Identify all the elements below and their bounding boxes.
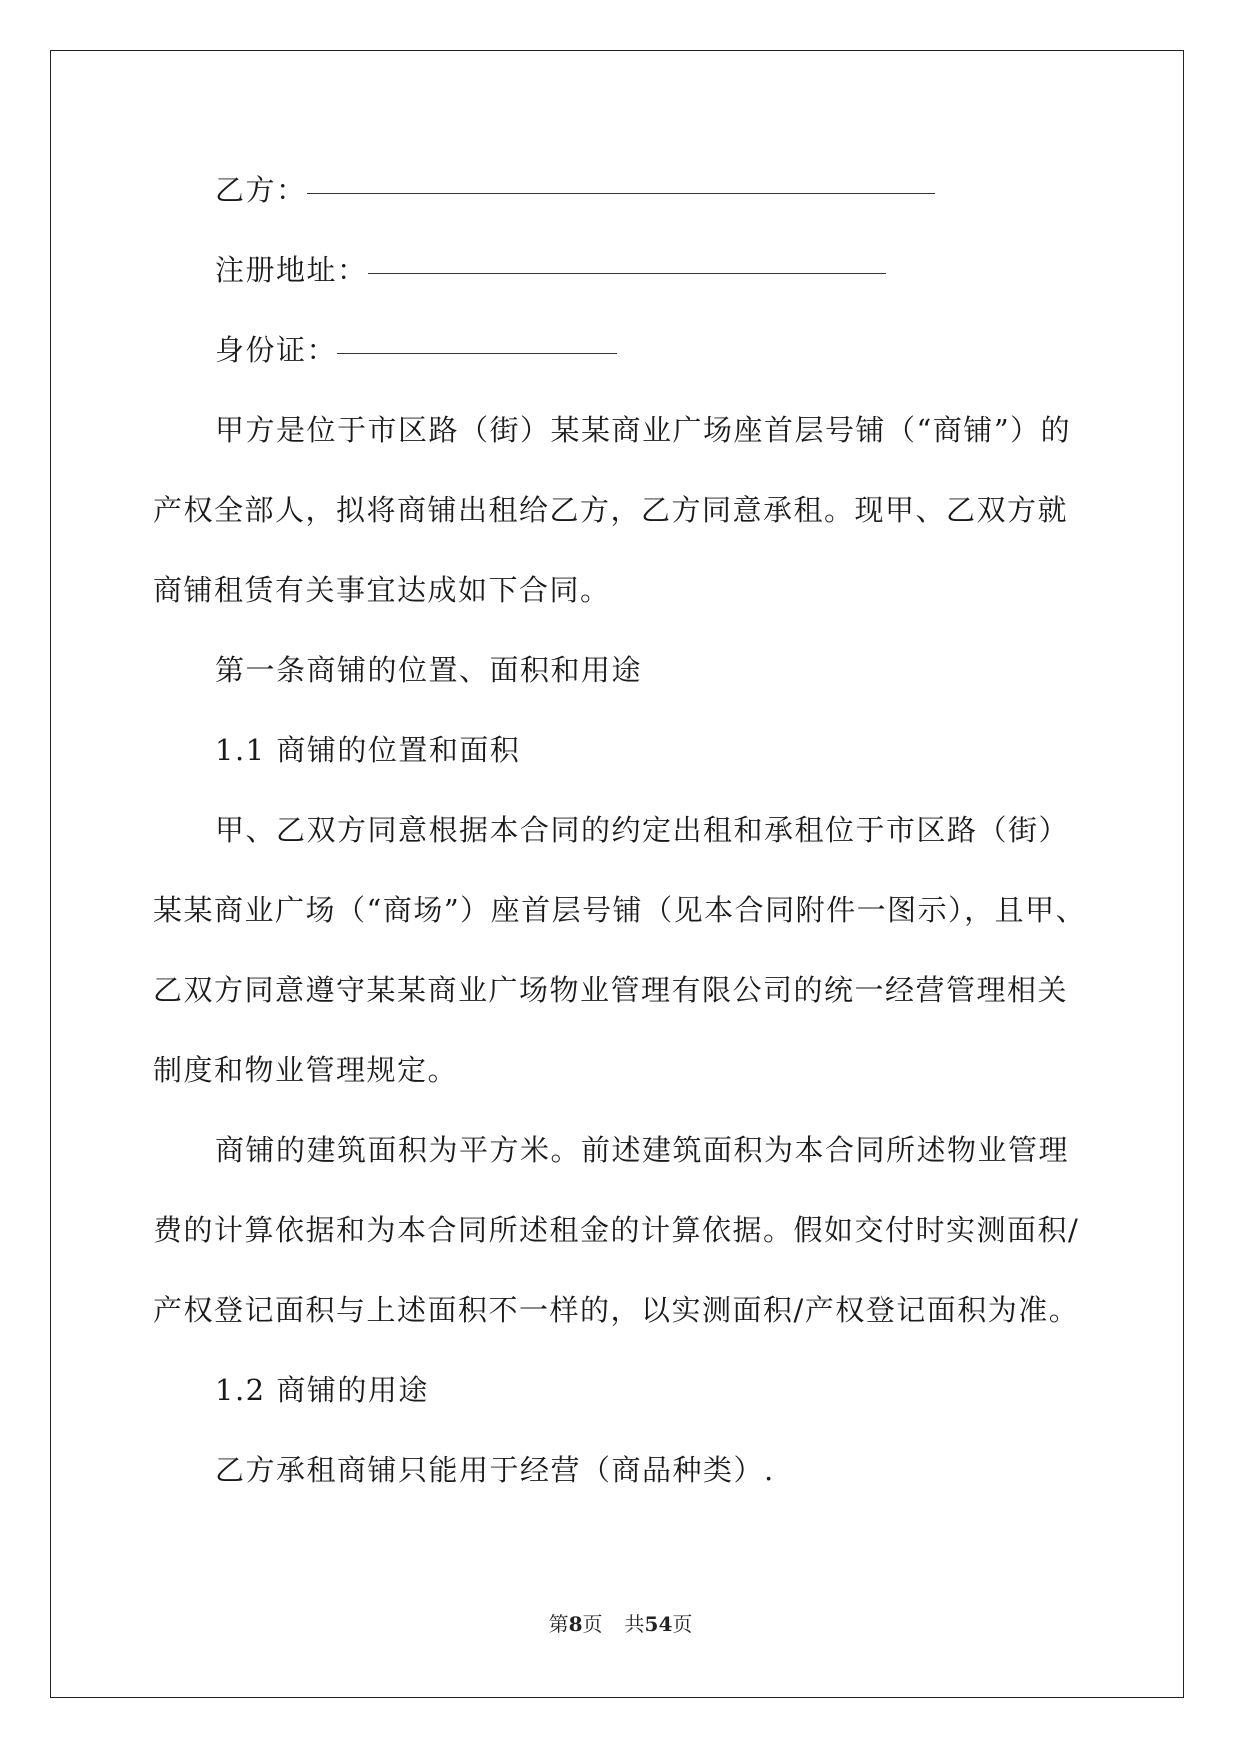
- paragraph-line: 费的计算依据和为本合同所述租金的计算依据。假如交付时实测面积/: [153, 1213, 1080, 1247]
- total-page-count: 54: [644, 1612, 673, 1636]
- article-heading: 第一条商铺的位置、面积和用途: [215, 653, 643, 687]
- section-heading: 1.2 商铺的用途: [215, 1373, 429, 1407]
- paragraph-line: 产权登记面积与上述面积不一样的，以实测面积/产权登记面积为准。: [153, 1293, 1080, 1327]
- page-footer: [0, 1608, 1241, 1637]
- paragraph-line: 甲方是位于市区路（街）某某商业广场座首层号铺（“商铺”）的: [215, 413, 1072, 447]
- page-prefix: 第: [548, 1612, 569, 1636]
- paragraph-line: 乙双方同意遵守某某商业广场物业管理有限公司的统一经营管理相关: [153, 973, 1069, 1007]
- page-suffix: 页: [582, 1612, 603, 1636]
- paragraph-line: 乙方承租商铺只能用于经营（商品种类）.: [215, 1453, 775, 1487]
- total-prefix: 共: [624, 1612, 645, 1636]
- address-field: [153, 230, 1093, 310]
- paragraph-line: 甲、乙双方同意根据本合同的约定出租和承租位于市区路（街）: [215, 813, 1070, 847]
- party-b-label: 乙方：: [215, 173, 307, 207]
- id-blank: [337, 353, 617, 354]
- paragraph-line: 制度和物业管理规定。: [153, 1053, 459, 1087]
- id-field: [153, 310, 1093, 390]
- party-b-field: [153, 150, 1093, 230]
- id-label: 身份证：: [215, 333, 338, 367]
- paragraph-line: 商铺的建筑面积为平方米。前述建筑面积为本合同所述物业管理: [215, 1133, 1070, 1167]
- party-b-blank: [307, 193, 935, 194]
- paragraph-line: 某某商业广场（“商场”）座首层号铺（见本合同附件一图示），且甲、: [153, 893, 1087, 927]
- paragraph-line: 产权全部人，拟将商铺出租给乙方，乙方同意承租。现甲、乙双方就: [153, 493, 1069, 527]
- address-blank: [368, 273, 886, 274]
- current-page-number: 8: [568, 1612, 583, 1636]
- document-body: [153, 150, 1093, 1510]
- paragraph-line: 商铺租赁有关事宜达成如下合同。: [153, 573, 611, 607]
- section-heading: 1.1 商铺的位置和面积: [215, 733, 521, 767]
- total-suffix: 页: [672, 1612, 693, 1636]
- address-label: 注册地址：: [215, 253, 368, 287]
